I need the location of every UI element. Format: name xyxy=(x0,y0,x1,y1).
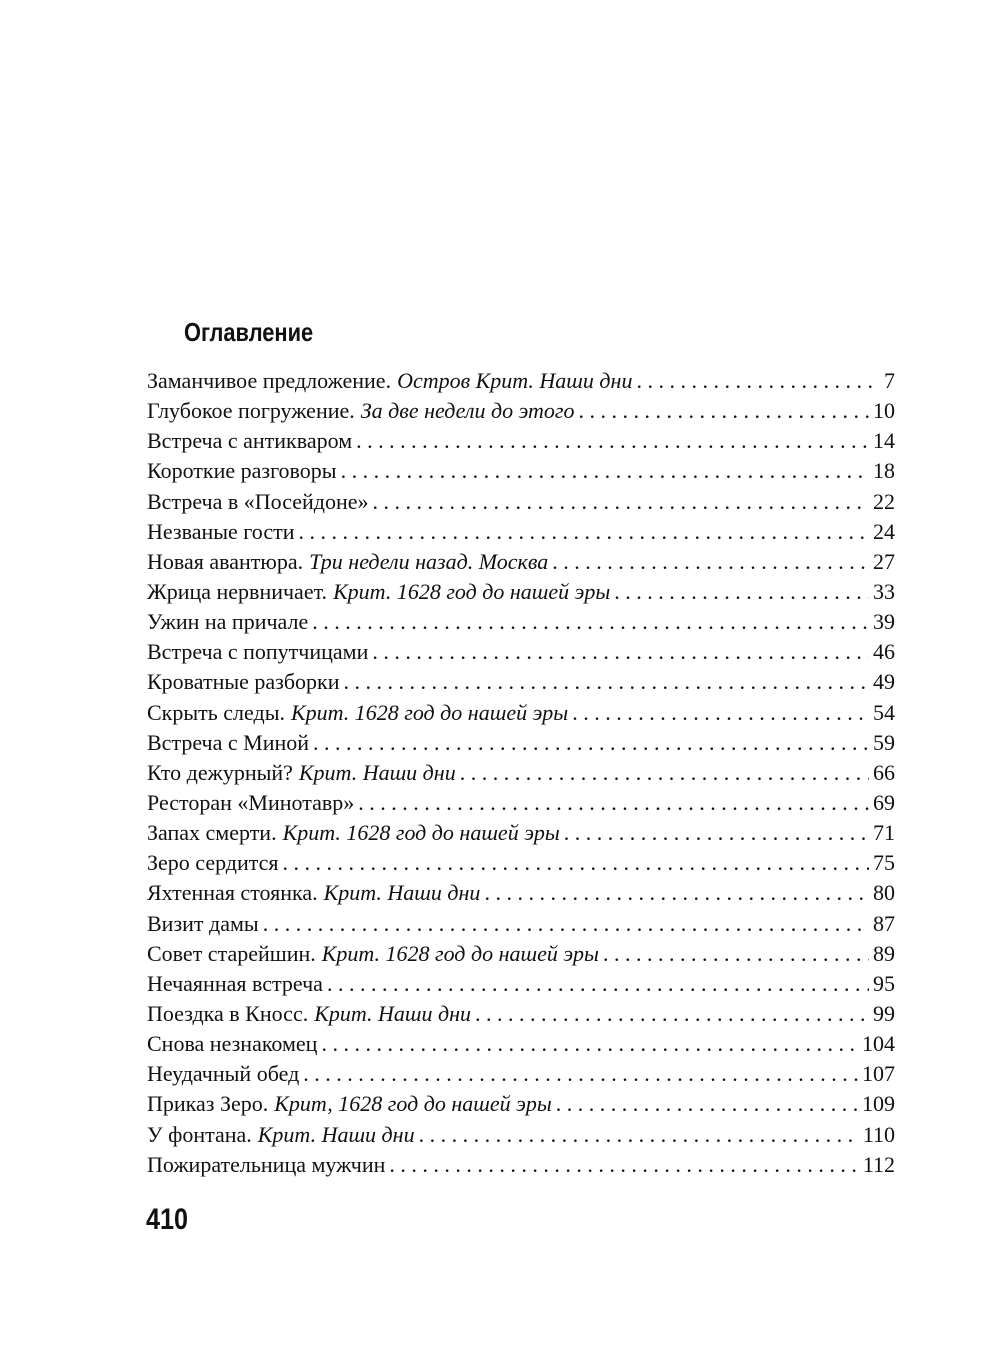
dot-leader xyxy=(373,487,870,517)
toc-entry-page: 49 xyxy=(873,669,895,695)
toc-entry-page: 39 xyxy=(873,609,895,635)
toc-entry-subtitle: За две недели до этого xyxy=(360,398,575,424)
toc-entry-page: 99 xyxy=(873,1000,895,1026)
toc-entry[interactable] xyxy=(147,909,895,939)
dot-leader xyxy=(358,788,869,818)
toc-entry[interactable] xyxy=(147,818,895,848)
toc-entry[interactable] xyxy=(147,426,895,456)
toc-entry-page: 27 xyxy=(873,548,895,574)
toc-entry-title: Незваные гости xyxy=(147,518,295,544)
toc-entry-title: Неудачный обед xyxy=(147,1061,300,1087)
dot-leader xyxy=(263,909,869,939)
dot-leader xyxy=(460,758,869,788)
toc-entry[interactable] xyxy=(147,1059,895,1089)
toc-entry-page: 80 xyxy=(873,880,895,906)
toc-entry-title: Заманчивое предложение. xyxy=(147,368,392,393)
toc-entry[interactable] xyxy=(147,1150,895,1180)
toc-entry[interactable] xyxy=(147,396,895,426)
dot-leader xyxy=(614,577,869,607)
dot-leader xyxy=(556,1089,858,1119)
toc-entry[interactable] xyxy=(147,547,895,577)
dot-leader xyxy=(572,698,869,728)
toc-list xyxy=(147,366,895,1180)
toc-entry-subtitle: Крит. 1628 год до нашей эры xyxy=(333,578,611,604)
toc-entry-page: 59 xyxy=(873,729,895,755)
dot-leader xyxy=(341,456,869,486)
toc-entry-page: 87 xyxy=(873,910,895,936)
toc-entry-subtitle: Крит, 1628 год до нашей эры xyxy=(274,1091,552,1117)
toc-entry-page: 107 xyxy=(862,1061,895,1087)
dot-leader xyxy=(636,366,880,396)
toc-entry-page: 10 xyxy=(873,398,895,424)
toc-entry[interactable] xyxy=(147,637,895,667)
dot-leader xyxy=(344,667,869,697)
toc-entry[interactable] xyxy=(147,848,895,878)
toc-heading: Оглавление xyxy=(184,317,314,347)
toc-entry-subtitle: Три недели назад. Москва xyxy=(309,548,549,574)
toc-entry-page: 7 xyxy=(884,368,895,393)
toc-entry-subtitle: Крит. Наши дни xyxy=(257,1121,415,1147)
dot-leader xyxy=(298,517,869,547)
toc-entry-page: 69 xyxy=(873,789,895,815)
toc-entry[interactable] xyxy=(147,728,895,758)
toc-entry[interactable] xyxy=(147,667,895,697)
dot-leader xyxy=(552,547,869,577)
toc-entry-title: Приказ Зеро. xyxy=(147,1091,269,1117)
toc-entry-title: Встреча с Миной xyxy=(147,729,310,755)
toc-entry-title: Кто дежурный? xyxy=(147,759,293,785)
dot-leader xyxy=(321,1029,858,1059)
toc-entry-page: 110 xyxy=(862,1121,895,1147)
toc-entry-page: 33 xyxy=(873,578,895,604)
toc-entry-page: 95 xyxy=(873,970,895,996)
toc-entry[interactable] xyxy=(147,999,895,1029)
toc-entry-subtitle: Остров Крит. Наши дни xyxy=(397,368,633,393)
toc-entry-title: Ужин на причале xyxy=(147,609,309,635)
toc-entry-subtitle: Крит. Наши дни xyxy=(298,759,456,785)
toc-entry-subtitle: Крит. 1628 год до нашей эры xyxy=(290,699,569,725)
dot-leader xyxy=(419,1120,859,1150)
toc-entry[interactable] xyxy=(147,698,895,728)
dot-leader xyxy=(356,426,869,456)
toc-entry[interactable] xyxy=(147,1029,895,1059)
toc-entry[interactable] xyxy=(147,1120,895,1150)
toc-entry[interactable] xyxy=(147,577,895,607)
toc-entry-title: Скрыть следы. xyxy=(147,699,285,725)
toc-entry-subtitle: Крит. 1628 год до нашей эры xyxy=(321,940,599,966)
dot-leader xyxy=(578,396,869,426)
toc-entry-title: Короткие разговоры xyxy=(147,458,337,484)
dot-leader xyxy=(327,969,869,999)
toc-entry[interactable] xyxy=(147,878,895,908)
toc-entry-title: Поездка в Кносс. xyxy=(147,1000,309,1026)
toc-entry-title: Встреча с попутчицами xyxy=(147,639,369,665)
toc-entry-page: 71 xyxy=(873,820,895,846)
toc-entry-page: 66 xyxy=(873,759,895,785)
toc-entry-subtitle: Крит. 1628 год до нашей эры xyxy=(282,820,560,846)
toc-entry-title: Зеро сердится xyxy=(147,850,279,876)
toc-entry[interactable] xyxy=(147,1089,895,1119)
toc-entry[interactable] xyxy=(147,487,895,517)
toc-entry-title: Яхтенная стоянка. xyxy=(147,880,318,906)
toc-entry-title: У фонтана. xyxy=(147,1121,252,1147)
toc-entry-page: 14 xyxy=(873,428,895,454)
dot-leader xyxy=(603,939,869,969)
dot-leader xyxy=(389,1150,858,1180)
toc-entry[interactable] xyxy=(147,456,895,486)
toc-entry-title: Совет старейшин. xyxy=(147,940,316,966)
toc-entry-title: Встреча в «Посейдоне» xyxy=(147,488,369,514)
toc-entry[interactable] xyxy=(147,939,895,969)
toc-entry-page: 22 xyxy=(873,488,895,514)
toc-entry-title: Новая авантюра. xyxy=(147,548,304,574)
toc-entry-title: Нечаянная встреча xyxy=(147,970,323,996)
dot-leader xyxy=(303,1059,858,1089)
toc-entry-title: Пожирательница мужчин xyxy=(147,1151,386,1177)
toc-entry-page: 104 xyxy=(862,1031,895,1057)
toc-entry-subtitle: Крит. Наши дни xyxy=(323,880,481,906)
toc-entry-page: 112 xyxy=(862,1151,895,1177)
dot-leader xyxy=(564,818,869,848)
toc-entry[interactable] xyxy=(147,788,895,818)
toc-entry-page: 109 xyxy=(862,1091,895,1117)
toc-entry-title: Встреча с антикваром xyxy=(147,428,353,454)
dot-leader xyxy=(372,637,869,667)
dot-leader xyxy=(312,607,869,637)
toc-entry-title: Кроватные разборки xyxy=(147,669,340,695)
toc-entry[interactable] xyxy=(147,758,895,788)
toc-entry-page: 89 xyxy=(873,940,895,966)
dot-leader xyxy=(313,728,869,758)
toc-entry-page: 75 xyxy=(873,850,895,876)
toc-entry-title: Визит дамы xyxy=(147,910,259,936)
toc-entry-subtitle: Крит. Наши дни xyxy=(314,1000,472,1026)
toc-entry-page: 46 xyxy=(873,639,895,665)
dot-leader xyxy=(283,848,869,878)
toc-entry-title: Снова незнакомец xyxy=(147,1031,318,1057)
toc-entry-title: Запах смерти. xyxy=(147,820,277,846)
dot-leader xyxy=(484,878,869,908)
toc-entry-page: 54 xyxy=(873,699,895,725)
toc-entry-page: 24 xyxy=(873,518,895,544)
toc-entry[interactable] xyxy=(147,969,895,999)
page-number: 410 xyxy=(146,1203,189,1236)
toc-entry[interactable] xyxy=(147,517,895,547)
dot-leader xyxy=(475,999,869,1029)
toc-entry[interactable] xyxy=(147,607,895,637)
toc-entry-title: Глубокое погружение. xyxy=(147,398,355,424)
toc-entry-title: Ресторан «Минотавр» xyxy=(147,789,355,815)
toc-entry-page: 18 xyxy=(873,458,895,484)
toc-entry[interactable] xyxy=(147,366,895,396)
toc-entry-title: Жрица нервничает. xyxy=(147,578,328,604)
